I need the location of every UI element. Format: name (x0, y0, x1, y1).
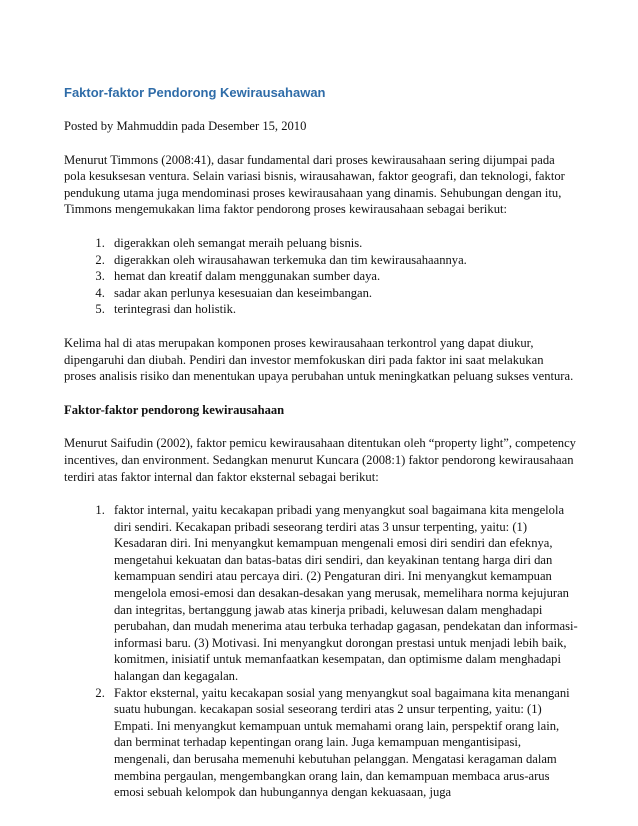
list-item: 5. terintegrasi dan holistik. (108, 301, 578, 318)
list-item: 2. digerakkan oleh wirausahawan terkemuka dan tim kewirausahaannya. (108, 252, 578, 269)
list-item: 2. Faktor eksternal, yaitu kecakapan sosial yang menyangkut soal bagaimana kita menangani suatu hubungan. kecakapan sosial seseorang terdiri atas 2 unsur terpenting, yaitu: (1) Empati. Ini menyangkut kemampuan untuk memahami orang lain, perspektif orang lain, dan berminat terhadap kepentingan orang lain. Juga kemampuan mengantisipasi, mengenali, dan berusaha memenuhi kebutuhan pelanggan. Mengatasi keragaman dalam membina pergaulan, mengembangkan orang lain, dan kemampuan membaca arus-arus emosi sebuah kelompok dan hubungannya dengan kekuasaan, juga (108, 685, 578, 801)
summary-paragraph: Kelima hal di atas merupakan komponen proses kewirausahaan terkontrol yang dapat diukur, dipengaruhi dan diubah. Pendiri dan investor memfokuskan diri pada faktor ini saat melakukan proses analisis risiko dan menentukan upaya perubahan untuk meningkatkan peluang sukses ventura. (64, 335, 574, 384)
driver-list (64, 235, 578, 318)
factors-paragraph: Menurut Saifudin (2002), faktor pemicu kewirausahaan ditentukan oleh “property light”, competency incentives, dan environment. Sedangkan menurut Kuncara (2008:1) faktor pendorong kewirausahaan terdiri atas faktor internal dan faktor eksternal sebagai berikut: (64, 436, 576, 484)
post-meta: Posted by Mahmuddin pada Desember 15, 2010 (64, 119, 307, 133)
list-item: 3. hemat dan kreatif dalam menggunakan sumber daya. (108, 268, 578, 285)
list-item: 1. digerakkan oleh semangat meraih peluang bisnis. (108, 235, 578, 252)
list-item: 4. sadar akan perlunya kesesuaian dan keseimbangan. (108, 285, 578, 302)
document-body (64, 84, 578, 801)
section-heading: Faktor-faktor pendorong kewirausahaan (64, 402, 285, 417)
factor-list (64, 502, 578, 801)
list-item: 1. faktor internal, yaitu kecakapan pribadi yang menyangkut soal bagaimana kita mengelola diri sendiri. Kecakapan pribadi seseorang terdiri atas 3 unsur terpenting, yaitu: (1) Kesadaran diri. Ini menyangkut kemampuan mengenali emosi diri sendiri dan efeknya, mengetahui kekuatan dan batas-batas diri sendiri, dan keyakinan tentang harga diri dan kemampuan sendiri atau percaya diri. (2) Pengaturan diri. Ini menyangkut kemampuan mengelola emosi-emosi dan desakan-desakan yang merusak, memelihara norma kejujuran dan integritas, bertanggung jawab atas kinerja pribadi, keluwesan dalam menghadapi perubahan, dan mudah menerima atau terbuka terhadap gagasan, pendekatan dan informasi-informasi baru. (3) Motivasi. Ini menyangkut dorongan prestasi untuk menjadi lebih baik, komitmen, inisiatif untuk memanfaatkan kesempatan, dan optimisme dalam menghadapi halangan dan kegagalan. (108, 502, 578, 685)
intro-paragraph: Menurut Timmons (2008:41), dasar fundamental dari proses kewirausahaan sering dijumpai pada pola kesuksesan ventura. Selain variasi bisnis, wirausahawan, faktor geografi, dan teknologi, faktor pendukung utama juga mendominasi proses kewirausahaan yang dinamis. Sehubungan dengan itu, Timmons mengemukakan lima faktor pendorong proses kewirausahaan sebagai berikut: (64, 152, 565, 217)
document-title: Faktor-faktor Pendorong Kewirausahawan (64, 85, 326, 100)
